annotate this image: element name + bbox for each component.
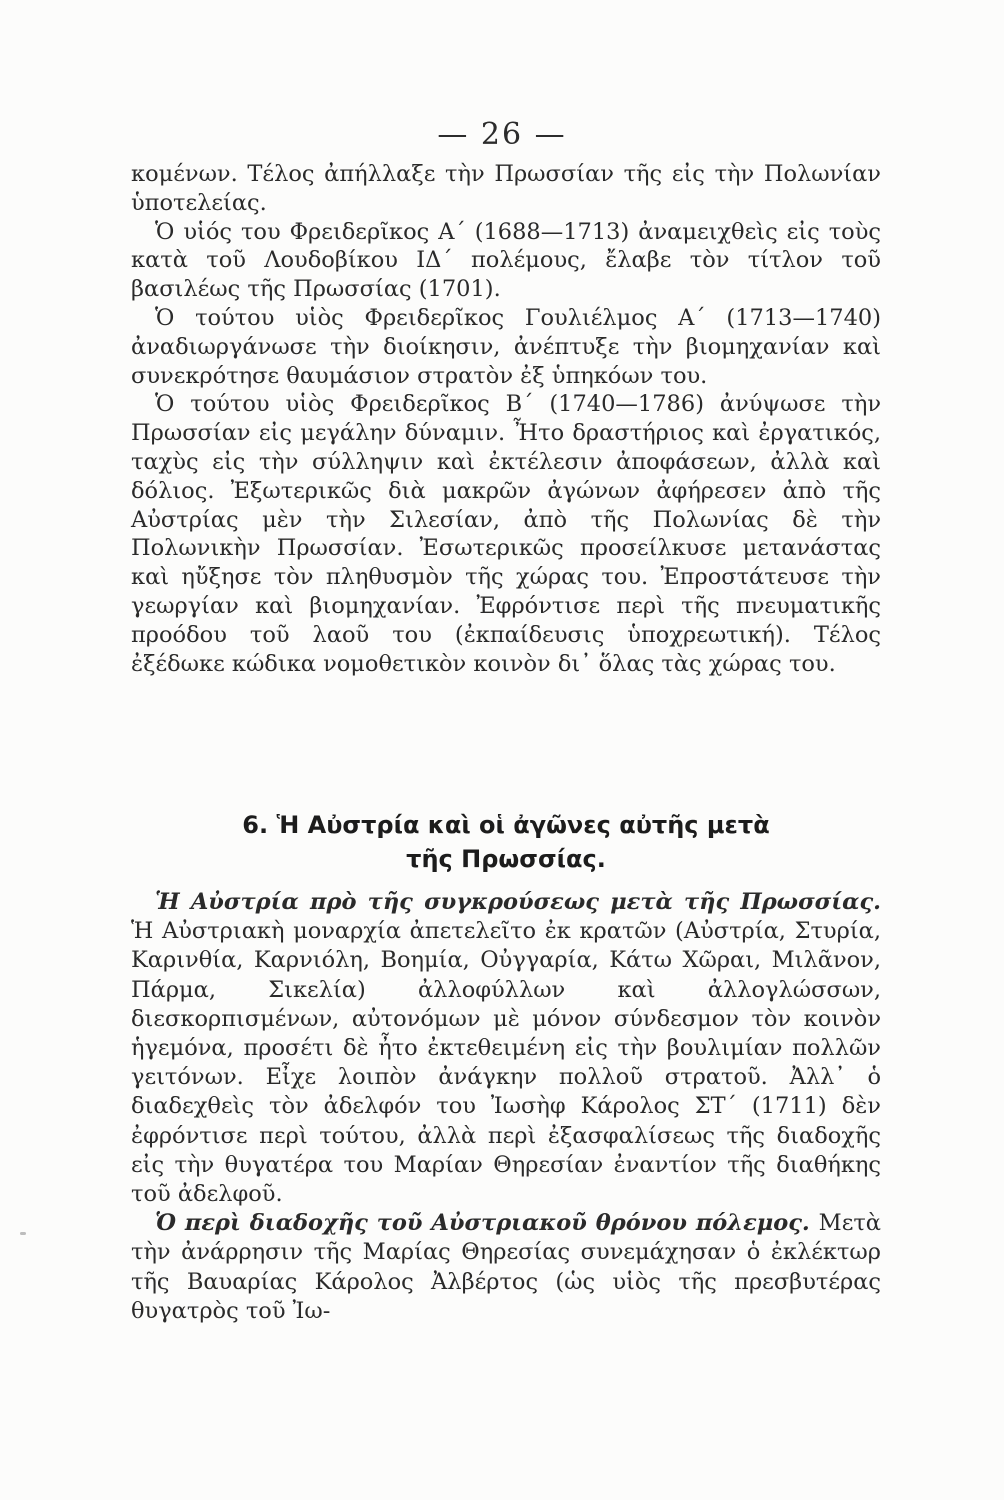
page-number: — 26 —	[437, 117, 567, 152]
paragraph-frederick-ii: Ὁ τούτου υἱὸς Φρειδερῖκος Β΄ (1740—1786) ἀνύψωσε τὴν Πρωσσίαν εἰς μεγάλην δύναμιν. Ἦτο δραστήριος καὶ ἐργατικός, ταχὺς εἰς τὴν σύλληψιν καὶ ἐκτέλεσιν ἀποφάσεων, ἀλλὰ καὶ δόλιος. Ἐξωτερικῶς διὰ μακρῶν ἀγώνων ἀφήρεσεν ἀπὸ τῆς Αὐστρίας μὲν τὴν Σιλεσίαν, ἀπὸ τῆς Πολωνίας δὲ τὴν Πολωνικὴν Πρωσσίαν. Ἐσωτερικῶς προσείλκυσε μετανάστας καὶ ηὔξησε τὸν πληθυσμὸν τῆς χώρας του. Ἐπροστάτευσε τὴν γεωργίαν καὶ βιομηχανίαν. Ἐφρόντισε περὶ τῆς πνευματικῆς προόδου τοῦ λαοῦ του (ἐκπαίδευσις ὑποχρεωτική). Τέλος ἐξέδωκε κώδικα νομοθετικὸν κοινὸν δι᾿ ὅλας τὰς χώρας του.	[131, 391, 881, 677]
subsection-text: Μετὰ τὴν ἀνάρρησιν τῆς Μαρίας Θηρεσίας συνεμάχησαν ὁ ἐκλέκτωρ τῆς Βαυαρίας Κάρολος Ἀλβέρτος (ὡς υἱὸς τῆς πρεσβυτέρας θυγατρὸς τοῦ Ἰω-	[131, 1210, 881, 1324]
subsection-austria-before-conflict	[131, 888, 881, 1209]
section-heading	[131, 808, 881, 876]
paragraph-frederick-william-i: Ὁ τούτου υἱὸς Φρειδερῖκος Γουλιέλμος Α΄ (1713—1740) ἀναδιωργάνωσε τὴν διοίκησιν, ἀνέπτυξε τὴν βιομηχανίαν καὶ συνεκρότησε θαυμάσιον στρατὸν ἐξ ὑπηκόων του.	[131, 304, 881, 389]
subsection-title: Ἡ Αὐστρία πρὸ τῆς συγκρούσεως μετὰ τῆς Πρωσσίας.	[155, 889, 881, 915]
subsection-title: Ὁ περὶ διαδοχῆς τοῦ Αὐστριακοῦ θρόνου πόλεμος.	[155, 1210, 819, 1237]
paragraph-frederick-i: Ὁ υἱός του Φρειδερῖκος Α΄ (1688—1713) ἀναμειχθεὶς εἰς τοὺς κατὰ τοῦ Λουδοβίκου ΙΔ΄ πολέμους, ἔλαβε τὸν τίτλον τοῦ βασιλέως τῆς Πρωσσίας (1701).	[131, 218, 881, 303]
subsection-war-of-succession	[131, 1209, 881, 1326]
subsection-text: Ἡ Αὐστριακὴ μοναρχία ἀπετελεῖτο ἐκ κρατῶν (Αὐστρία, Στυρία, Καρινθία, Καρνιόλη, Βοημία, Οὐγγαρία, Κάτω Χῶραι, Μιλᾶνον, Πάρμα, Σικελία) ἀλλοφύλλων καὶ ἀλλογλώσσων, διεσκορπισμένων, αὐτονόμων μὲ μόνον σύνδεσμον τὸν κοινὸν ἡγεμόνα, προσέτι δὲ ἦτο ἐκτεθειμένη εἰς τὴν βουλιμίαν πολλῶν γειτόνων. Εἶχε λοιπὸν ἀνάγκην πολλοῦ στρατοῦ. Ἀλλ᾿ ὁ διαδεχθεὶς τὸν ἀδελφόν του Ἰωσὴφ Κάρολος ΣΤ΄ (1711) δὲν ἐφρόντισε περὶ τούτου, ἀλλὰ περὶ ἐξασφαλίσεως τῆς διαδοχῆς εἰς τὴν θυγατέρα του Μαρίαν Θηρεσίαν ἐναντίον τῆς διαθήκης τοῦ ἀδελφοῦ.	[131, 918, 881, 1208]
paper-speck	[20, 1232, 26, 1235]
section-heading-line-2: τῆς Πρωσσίας.	[406, 845, 606, 873]
section-heading-line-1: 6. Ἡ Αὐστρία καὶ οἱ ἀγῶνες αὐτῆς μετὰ	[242, 811, 770, 839]
section-body	[131, 888, 881, 1326]
paragraph-continuation: κομένων. Τέλος ἀπήλλαξε τὴν Πρωσσίαν τῆς εἰς τὴν Πολωνίαν ὑποτελείας.	[131, 161, 881, 216]
body-text	[131, 160, 881, 678]
